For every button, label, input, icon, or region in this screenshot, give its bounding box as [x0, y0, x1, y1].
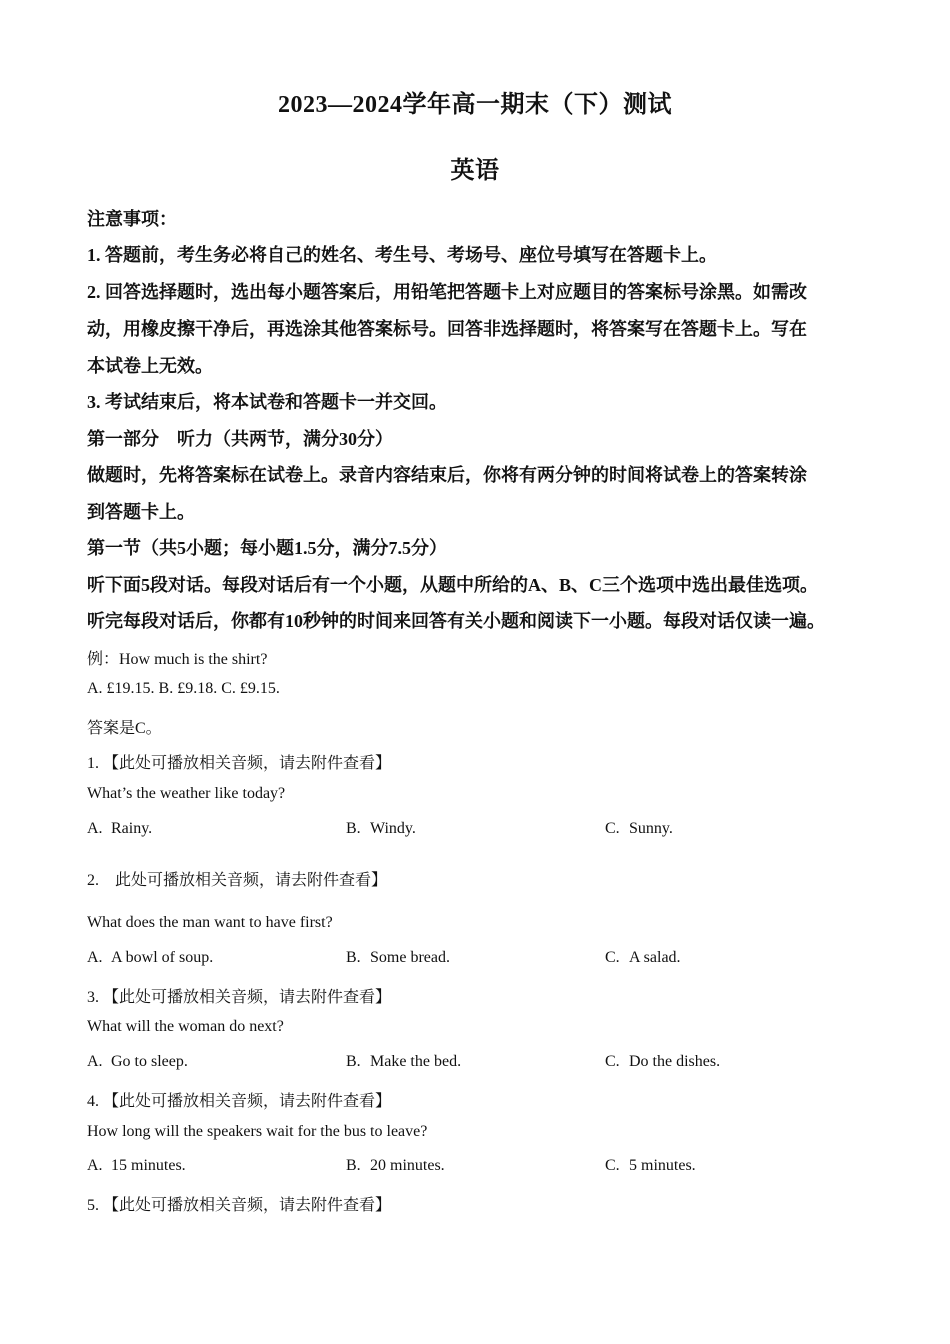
- question-1-audio-note: 1. 【此处可播放相关音频，请去附件查看】: [87, 755, 392, 772]
- question-1-text: What’s the weather like today?: [87, 785, 286, 802]
- option-label: A.: [87, 1053, 103, 1070]
- question-1-option-b: [346, 820, 416, 838]
- option-text: 20 minutes.: [370, 1157, 445, 1174]
- option-label: C.: [605, 1157, 620, 1174]
- example-answer: 答案是C。: [87, 720, 162, 737]
- option-label: C.: [605, 820, 620, 837]
- option-text: 15 minutes.: [111, 1157, 186, 1174]
- notice-item-2-line-3: 本试卷上无效。: [87, 356, 213, 376]
- option-label: A.: [87, 1157, 103, 1174]
- section1-instruction-line-1: 听下面5段对话。每段对话后有一个小题，从题中所给的A、B、C三个选项中选出最佳选项。: [87, 575, 818, 595]
- option-label: B.: [346, 1053, 361, 1070]
- notice-heading: 注意事项：: [87, 209, 177, 229]
- part1-instruction-line-1: 做题时，先将答案标在试卷上。录音内容结束后，你将有两分钟的时间将试卷上的答案转涂: [87, 465, 807, 485]
- question-2-audio-note: 2. 此处可播放相关音频，请去附件查看】: [87, 872, 388, 889]
- subject-title: 英语: [450, 158, 500, 184]
- question-3-text: What will the woman do next?: [87, 1018, 284, 1035]
- option-label: C.: [605, 1053, 620, 1070]
- notice-item-2-line-2: 动，用橡皮擦干净后，再选涂其他答案标号。回答非选择题时，将答案写在答题卡上。写在: [87, 319, 807, 339]
- question-4-option-c: [605, 1157, 696, 1175]
- example-question: 例：How much is the shirt?: [87, 651, 268, 668]
- question-3-option-b: [346, 1053, 461, 1071]
- question-2-option-b: [346, 949, 450, 967]
- question-4-option-a: [87, 1157, 186, 1175]
- option-label: A.: [87, 820, 103, 837]
- option-label: C.: [605, 949, 620, 966]
- section1-instruction-line-2: 听完每段对话后，你都有10秒钟的时间来回答有关小题和阅读下一小题。每段对话仅读一遍。: [87, 611, 825, 631]
- question-4-option-b: [346, 1157, 445, 1175]
- option-label: B.: [346, 949, 361, 966]
- option-text: Make the bed.: [370, 1053, 462, 1070]
- option-text: A bowl of soup.: [111, 949, 214, 966]
- notice-item-1: 1. 答题前，考生务必将自己的姓名、考生号、考场号、座位号填写在答题卡上。: [87, 245, 717, 265]
- option-text: Rainy.: [111, 820, 153, 837]
- part1-heading: 第一部分 听力（共两节，满分30分）: [87, 429, 393, 449]
- exam-title: 2023—2024学年高一期末（下）测试: [278, 92, 672, 118]
- question-3-audio-note: 3. 【此处可播放相关音频，请去附件查看】: [87, 989, 392, 1006]
- part1-instruction-line-2: 到答题卡上。: [87, 502, 195, 522]
- question-2-text: What does the man want to have first?: [87, 914, 333, 931]
- option-text: Windy.: [370, 820, 416, 837]
- example-options: A. £19.15. B. £9.18. C. £9.15.: [87, 680, 280, 697]
- option-text: Do the dishes.: [629, 1053, 721, 1070]
- question-3-option-a: [87, 1053, 188, 1071]
- option-text: Some bread.: [370, 949, 450, 966]
- question-2-option-c: [605, 949, 681, 967]
- question-5-audio-note: 5. 【此处可播放相关音频，请去附件查看】: [87, 1197, 392, 1214]
- section1-heading: 第一节（共5小题；每小题1.5分，满分7.5分）: [87, 538, 447, 558]
- option-label: B.: [346, 1157, 361, 1174]
- option-text: 5 minutes.: [629, 1157, 696, 1174]
- question-3-option-c: [605, 1053, 720, 1071]
- option-label: A.: [87, 949, 103, 966]
- question-4-audio-note: 4. 【此处可播放相关音频，请去附件查看】: [87, 1093, 392, 1110]
- question-1-option-c: [605, 820, 673, 838]
- notice-item-3: 3. 考试结束后，将本试卷和答题卡一并交回。: [87, 392, 447, 412]
- option-text: Go to sleep.: [111, 1053, 188, 1070]
- question-2-option-a: [87, 949, 213, 967]
- option-text: A salad.: [629, 949, 681, 966]
- option-text: Sunny.: [629, 820, 673, 837]
- question-1-option-a: [87, 820, 152, 838]
- option-label: B.: [346, 820, 361, 837]
- notice-item-2-line-1: 2. 回答选择题时，选出每小题答案后，用铅笔把答题卡上对应题目的答案标号涂黑。如需改: [87, 282, 807, 302]
- question-4-text: How long will the speakers wait for the bus to leave?: [87, 1123, 428, 1140]
